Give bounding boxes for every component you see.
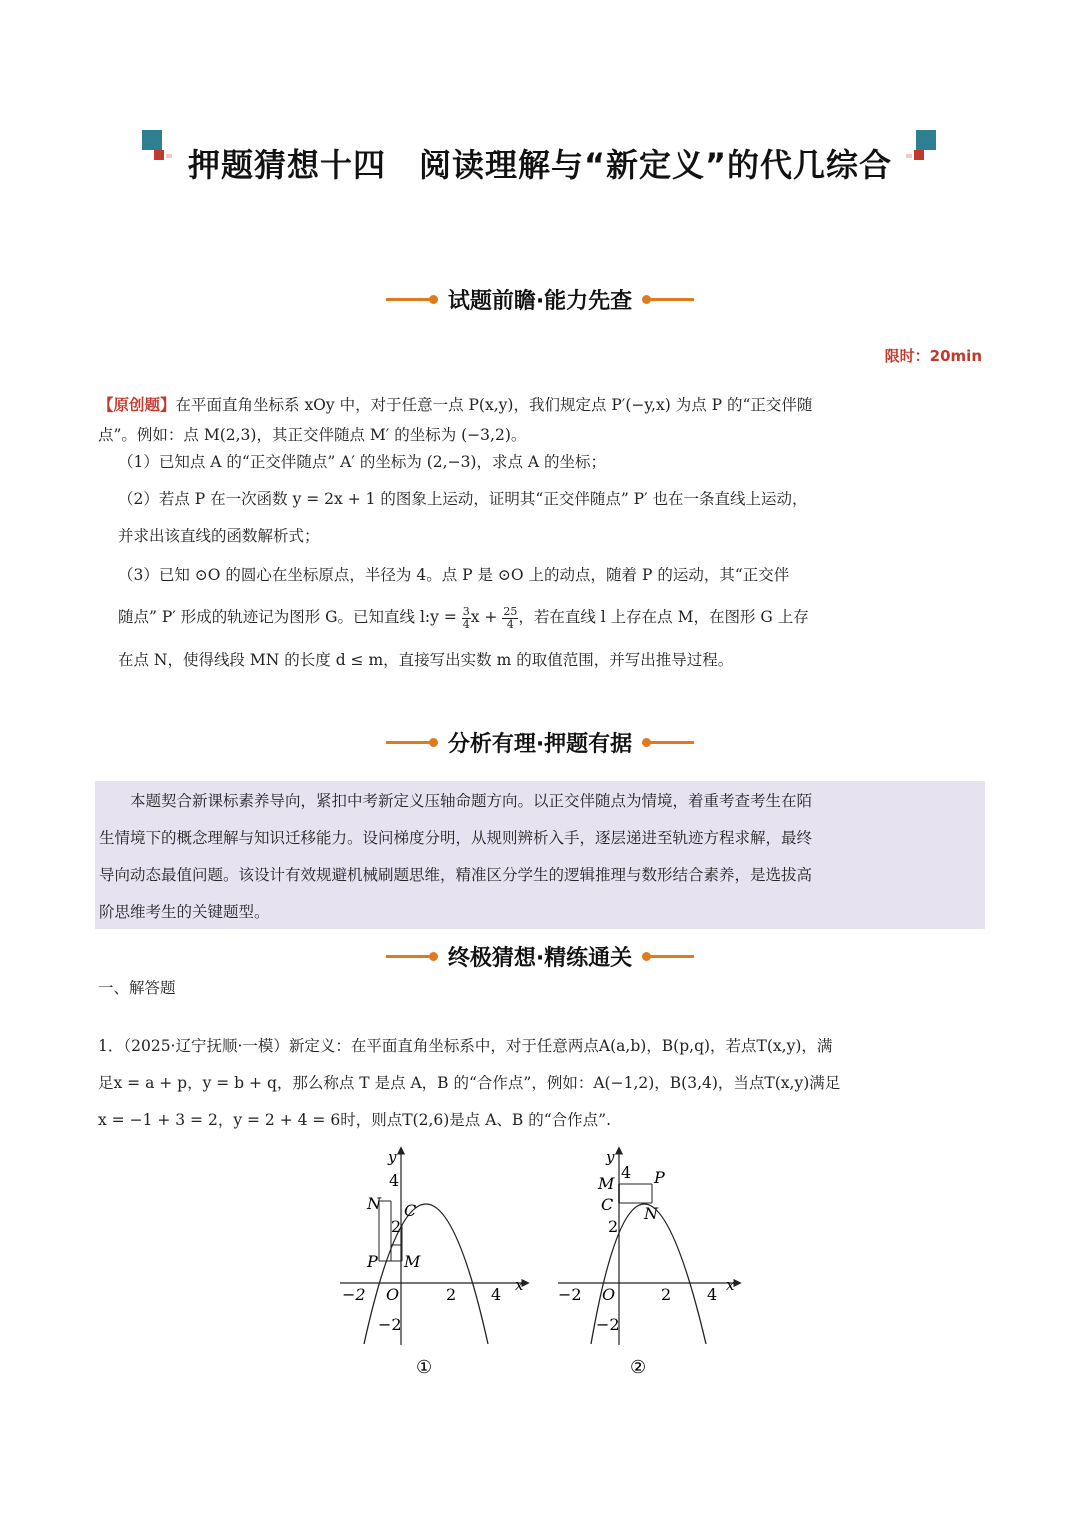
point-label: C <box>404 1201 417 1220</box>
analysis-line: 生情境下的概念理解与知识迁移能力。设问梯度分明，从规则辨析入手，逐层递进至轨迹方程求解，最终 <box>99 829 813 847</box>
y-tick-label: −2 <box>378 1315 402 1334</box>
x-axis-label: x <box>515 1276 524 1294</box>
analysis-line: 本题契合新课标素养导向，紧扣中考新定义压轴命题方向。以正交伴随点为情境，着重考查考生在陌 <box>99 792 813 810</box>
problem1-line1: 1．（2025·辽宁抚顺·一模）新定义：在平面直角坐标系中，对于任意两点A(a,b)，B(p,q)，若点T(x,y)，满 <box>98 1037 833 1055</box>
x-tick-label: −2 <box>342 1285 366 1304</box>
analysis-line: 阶思维考生的关键题型。 <box>99 903 270 921</box>
figure-1-parabola-graph <box>330 1140 530 1380</box>
fraction-three-quarters: $\frac{3}{4}$ <box>462 604 470 631</box>
y-tick-label: 2 <box>391 1217 402 1236</box>
x-tick-label: 4 <box>491 1285 502 1304</box>
time-limit: 限时：20min <box>884 347 982 365</box>
y-tick-label: 4 <box>621 1163 632 1182</box>
section-heading-analysis: 分析有理·押题有据 <box>0 727 1080 758</box>
page-title: 押题猜想十四 阅读理解与“新定义”的代几综合 <box>187 146 893 184</box>
x-tick-label: 4 <box>707 1285 718 1304</box>
point-label: C <box>601 1195 614 1214</box>
x-tick-label: 2 <box>446 1285 457 1304</box>
y-axis-label: y <box>606 1148 615 1166</box>
problem1-line3: x = −1 + 3 = 2，y = 2 + 4 = 6时，则点T(2,6)是点 A、B 的“合作点”. <box>98 1111 611 1129</box>
title-right-ornament-icon <box>906 130 936 164</box>
original-problem-line2: 点”。例如：点 M(2,3)，其正交伴随点 M′ 的坐标为 (−3,2)。 <box>98 426 527 444</box>
figure-2-parabola-graph <box>548 1140 748 1380</box>
y-tick-label: 2 <box>608 1217 619 1236</box>
point-label: N <box>644 1204 658 1223</box>
y-axis-label: y <box>388 1148 397 1166</box>
x-axis-label: x <box>726 1276 735 1294</box>
figure-caption: ① <box>416 1357 433 1378</box>
point-label: P <box>654 1168 665 1187</box>
figure-caption: ② <box>630 1357 647 1378</box>
fraction-25-quarters: $\frac{25}{4}$ <box>503 604 518 631</box>
x-tick-label: −2 <box>558 1285 582 1304</box>
y-tick-label: −2 <box>596 1315 620 1334</box>
question-3-line3: 在点 N，使得线段 MN 的长度 d ≤ m，直接写出实数 m 的取值范围，并写出推导过程。 <box>118 651 734 669</box>
analysis-line: 导向动态最值问题。该设计有效规避机械刷题思维，精准区分学生的逻辑推理与数形结合素养，是选拔高 <box>99 866 813 884</box>
question-3-line1: （3）已知 ⊙O 的圆心在坐标原点，半径为 4。点 P 是 ⊙O 上的动点，随着 P 的运动，其“正交伴 <box>118 566 790 584</box>
origin-label: O <box>602 1285 616 1304</box>
section-heading-preview: 试题前瞻·能力先查 <box>0 284 1080 315</box>
point-label: P <box>367 1252 378 1271</box>
original-tag: 【原创题】 <box>98 396 176 414</box>
x-tick-label: 2 <box>661 1285 672 1304</box>
analysis-box <box>95 781 985 929</box>
point-label: M <box>598 1174 615 1193</box>
point-label: M <box>404 1252 421 1271</box>
question-2-line2: 并求出该直线的函数解析式； <box>118 527 320 545</box>
question-3-line2: 随点” P′ 形成的轨迹记为图形 G。已知直线 l:y = $\frac{3}{4}$ x + $\frac{25}{4}$ ，若在直线 l 上存在点 M，在图形 G 上存 <box>118 604 809 631</box>
part-heading: 一、解答题 <box>98 979 176 997</box>
question-2-line1: （2）若点 P 在一次函数 y = 2x + 1 的图象上运动，证明其“正交伴随点” P′ 也在一条直线上运动， <box>118 490 808 508</box>
origin-label: O <box>386 1285 400 1304</box>
question-1: （1）已知点 A 的“正交伴随点” A′ 的坐标为 (2,−3)，求点 A 的坐标； <box>118 453 607 471</box>
section-heading-practice: 终极猜想·精练通关 <box>0 941 1080 972</box>
y-tick-label: 4 <box>389 1171 400 1190</box>
problem1-line2: 足x = a + p，y = b + q，那么称点 T 是点 A，B 的“合作点”，例如：A(−1,2)，B(3,4)，当点T(x,y)满足 <box>98 1074 841 1092</box>
original-problem-line1: 【原创题】在平面直角坐标系 xOy 中，对于任意一点 P(x,y)，我们规定点 P′(−y,x) 为点 P 的“正交伴随 <box>98 396 813 414</box>
point-label: N <box>367 1194 381 1213</box>
